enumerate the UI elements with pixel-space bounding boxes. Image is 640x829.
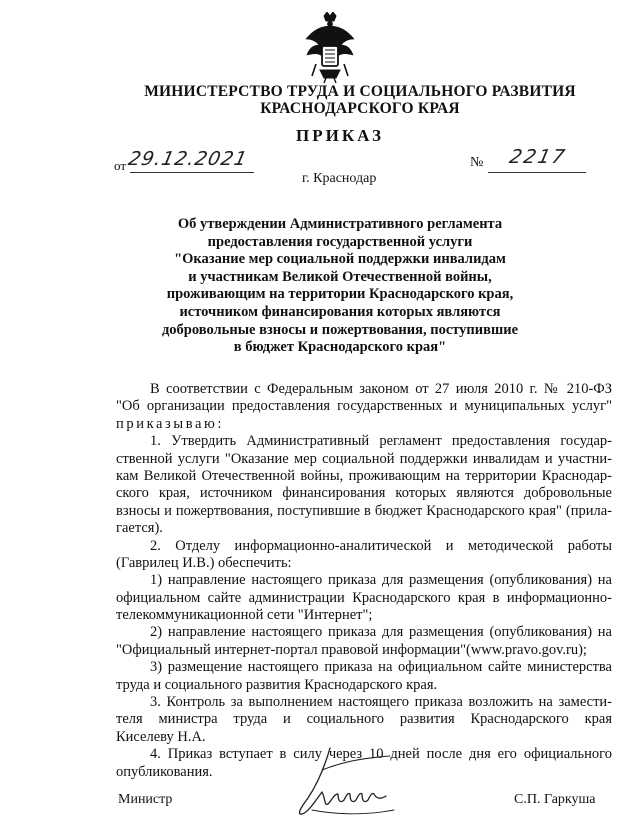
body-line: опубликования. [116, 763, 213, 780]
body-line: Киселеву Н.А. [116, 728, 206, 745]
body-line: ского края, источником финансирования которых являются добровольные [116, 485, 612, 502]
body-line: 1) направление настоящего приказа для размещения (опубликования) на [150, 572, 612, 589]
subject-line: и участникам Великой Отечественной войны, [188, 268, 492, 285]
ministry-name-line1: МИНИСТЕРСТВО ТРУДА И СОЦИАЛЬНОГО РАЗВИТИЯ [144, 83, 576, 100]
body-line: (Гаврилец И.В.) обеспечить: [116, 554, 292, 571]
number-underline [488, 172, 586, 173]
minister-title: Министр [118, 792, 173, 807]
date-underline [130, 172, 254, 173]
subject-line: проживающим на территории Краснодарского края, [166, 286, 514, 303]
body-line: 2) направление настоящего приказа для размещения (опубликования) на [150, 624, 612, 641]
order-title: ПРИКАЗ [296, 126, 384, 145]
body-line: 1. Утвердить Административный регламент предоставления государ- [150, 433, 612, 450]
subject-line: в бюджет Краснодарского края" [233, 339, 447, 356]
body-line: официальном сайте администрации Краснодарского края в информационно- [116, 589, 612, 606]
handwritten-date: 29.12.2021 [126, 148, 250, 170]
body-line: 4. Приказ вступает в силу через 10 дней после дня его официального [150, 746, 612, 763]
subject-line: предоставления государственной услуги [207, 233, 473, 250]
handwritten-signature-icon [282, 740, 422, 824]
body-line: 2. Отделу информационно-аналитической и методической работы [150, 537, 612, 554]
date-prefix: от [114, 158, 127, 173]
subject-line: "Оказание мер социальной поддержки инвалидам [174, 251, 506, 268]
body-line: "Об организации предоставления государственных и муниципальных услуг" [116, 398, 612, 415]
body-line: теля министра труда и социального развития Краснодарского края [116, 711, 612, 728]
body-line: кам Великой Отечественной войны, проживающим на территории Краснодар- [116, 467, 612, 484]
body-line: В соответствии с Федеральным законом от 27 июля 2010 г. № 210-ФЗ [150, 381, 612, 397]
city: г. Краснодар [302, 171, 377, 186]
body-line: труда и социального развития Краснодарского края. [116, 676, 438, 693]
body-line: 3. Контроль за выполнением настоящего приказа возложить на замести- [150, 694, 612, 711]
body-line: взносы и пожертвования, поступившие в бюджет Краснодарского края" (прила- [116, 502, 612, 519]
body-line: 3) размещение настоящего приказа на официальном сайте министерства [150, 659, 612, 676]
order-body [116, 381, 612, 781]
number-prefix: № [470, 155, 484, 170]
order-subject [150, 216, 530, 357]
body-line: ственной услуги "Оказание мер социальной поддержки инвалидам и участни- [116, 450, 612, 467]
ministry-name-line2: КРАСНОДАРСКОГО КРАЯ [260, 100, 460, 117]
body-line: "Официальный интернет-портал правовой информации"(www.pravo.gov.ru); [116, 641, 587, 658]
minister-name: С.П. Гаркуша [514, 792, 596, 807]
subject-line: Об утверждении Административного регламента [177, 216, 503, 232]
subject-line: источником финансирования которых являются [179, 303, 501, 320]
subject-line: добровольные взносы и пожертвования, поступившие [161, 321, 519, 338]
coat-of-arms-icon [300, 12, 360, 84]
body-line: приказываю: [116, 415, 225, 432]
handwritten-number: 2217 [507, 146, 569, 168]
body-line: гается). [116, 520, 163, 537]
body-line: телекоммуникационной сети "Интернет"; [116, 607, 373, 624]
